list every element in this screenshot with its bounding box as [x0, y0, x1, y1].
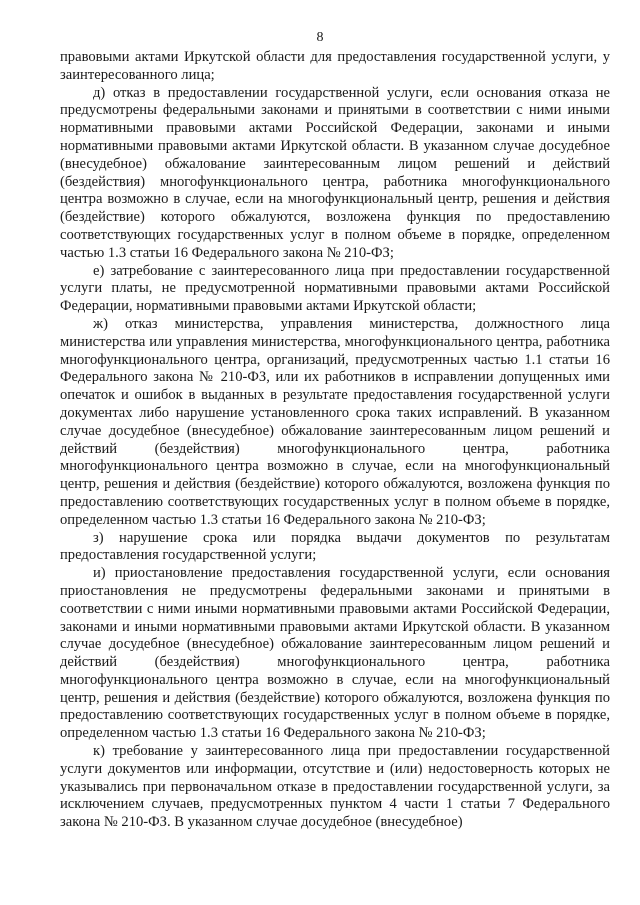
- paragraph-item-e: е) затребование с заинтересованного лица при предоставлении государственной услуги платы, не предусмотренной нормативными правовыми актами Российской Федерации, нормативными правовыми актами Иркутской области;: [60, 262, 610, 315]
- paragraph-item-k: к) требование у заинтересованного лица при предоставлении государственной услуги документов или информации, отсутствие и (или) недостоверность которых не указывались при первоначальном отказе в предоставлении государственной услуги, за исключением случаев, предусмотренных пунктом 4 части 1 статьи 7 Федерального закона № 210-ФЗ. В указанном случае досудебное (внесудебное): [60, 743, 610, 831]
- paragraph-item-d: д) отказ в предоставлении государственной услуги, если основания отказа не предусмотрены федеральными законами и принятыми в соответствии с ними иными нормативными правовыми актами Российской Федерации, законами и иными нормативными правовыми актами Иркутской области. В указанном случае досудебное (внесудебное) обжалование заинтересованным лицом решений и действий (бездействия) многофункционального центра, работника многофункционального центра возможно в случае, если на многофункциональный центр, решения и действия (бездействие) которого обжалуются, возложена функция по предоставлению соответствующих государственных услуг в полном объеме в порядке, определенном частью 1.3 статьи 16 Федерального закона № 210-ФЗ;: [60, 84, 610, 261]
- paragraph-item-z: з) нарушение срока или порядка выдачи документов по результатам предоставления государственной услуги;: [60, 529, 610, 564]
- paragraph-item-i: и) приостановление предоставления государственной услуги, если основания приостановления не предусмотрены федеральными законами и принятыми в соответствии с ними иными нормативными правовыми актами Российской Федерации, законами и иными нормативными правовыми актами Иркутской области. В указанном случае досудебное (внесудебное) обжалование заинтересованным лицом решений и действий (бездействия) многофункционального центра, работника многофункционального центра возможно в случае, если на многофункциональный центр, решения и действия (бездействие) которого обжалуются, возложена функция по предоставлению соответствующих государственных услуг в полном объеме в порядке, определенном частью 1.3 статьи 16 Федерального закона № 210-ФЗ;: [60, 565, 610, 742]
- document-body: [60, 49, 610, 832]
- page-number: 8: [316, 30, 324, 45]
- paragraph-item-zh: ж) отказ министерства, управления министерства, должностного лица министерства или управления министерства, многофункционального центра, работника многофункционального центра, организаций, предусмотренных частью 1.1 статьи 16 Федерального закона № 210-ФЗ, или их работников в исправлении допущенных ими опечаток и ошибок в выданных в результате предоставления государственной услуги документах либо нарушение установленного срока таких исправлений. В указанном случае досудебное (внесудебное) обжалование заинтересованным лицом решений и действий (бездействия) многофункционального центра, работника многофункционального центра возможно в случае, если на многофункциональный центр, решения и действия (бездействие) которого обжалуются, возложена функция по предоставлению соответствующих государственных услуг в полном объеме в порядке, определенном частью 1.3 статьи 16 Федерального закона № 210-ФЗ;: [60, 315, 610, 528]
- paragraph-continuation: правовыми актами Иркутской области для предоставления государственной услуги, у заинтересованного лица;: [60, 49, 610, 83]
